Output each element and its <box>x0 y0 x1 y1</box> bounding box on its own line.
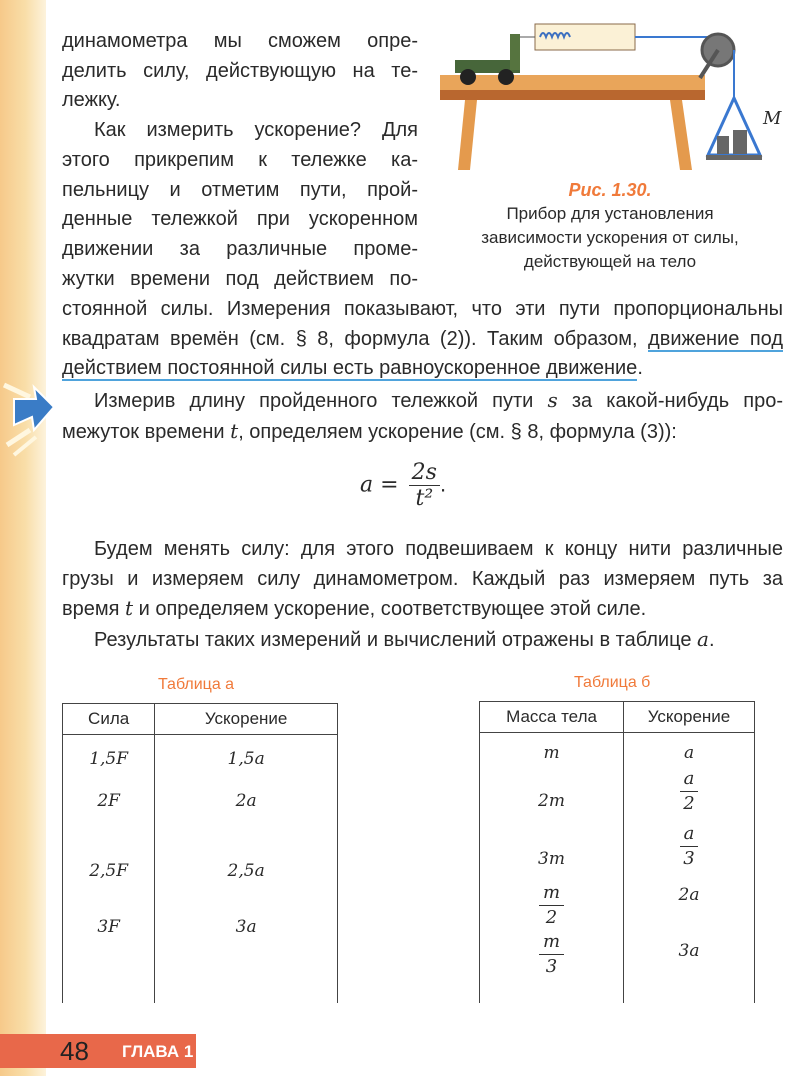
text-line: этого прикрепим к тележке ка- <box>62 148 418 171</box>
column-header: Ускорение <box>624 702 755 733</box>
intro-paragraph <box>62 27 418 294</box>
acceleration-formula <box>360 460 446 511</box>
punctuation: . <box>637 357 643 380</box>
text: Результаты таких измерений и вычислений отражены в таблице <box>94 629 698 652</box>
denominator: 3 <box>683 848 695 869</box>
formula-fraction <box>409 460 440 511</box>
table-cell: 2a <box>678 885 700 905</box>
caption-line: зависимости ускорения от силы, <box>481 228 739 247</box>
table-cell: 2F <box>97 791 120 811</box>
table-cell-fraction <box>539 930 564 979</box>
figure-apparatus <box>440 20 790 170</box>
text-line: пельницу и отметим пути, прой- <box>62 178 418 201</box>
text: и определяем ускорение, соответствующее этой силе. <box>133 598 647 621</box>
table-cell-fraction <box>539 881 564 930</box>
highlighted-text: действием постоянной силы есть равноускоренное движение <box>62 357 638 380</box>
table-a-caption: Таблица а <box>158 676 235 693</box>
table-cell: 2m <box>538 791 565 811</box>
column-header: Ускорение <box>155 704 338 735</box>
denominator: t² <box>415 486 434 511</box>
text-line: динамометра мы сможем опре- <box>62 30 418 52</box>
table-cell: 2a <box>235 791 257 811</box>
denominator: 2 <box>545 907 558 928</box>
text-line: денные тележкой при ускоренном <box>62 208 418 231</box>
math-var: t <box>230 418 239 443</box>
numerator: a <box>680 767 699 792</box>
table-cell-fraction <box>680 822 699 871</box>
table-cell: 3m <box>538 849 565 869</box>
text-line: движении за различные проме- <box>62 237 418 260</box>
change-paragraph <box>62 535 783 656</box>
table-cell: 1,5F <box>89 749 129 769</box>
main-paragraph <box>62 295 783 384</box>
measure-paragraph <box>62 386 783 447</box>
table-a <box>62 703 338 1003</box>
text-line: Как измерить ускорение? Для <box>94 119 418 142</box>
text: за какой-нибудь про- <box>557 390 783 412</box>
table-b <box>479 701 755 1003</box>
denominator: 3 <box>545 956 558 977</box>
text: межуток времени <box>62 420 231 443</box>
table-cell: 3a <box>678 941 700 961</box>
arrow-marker-icon <box>2 375 57 460</box>
text-line: грузы и измеряем силу динамометром. Каждый раз измеряем путь за <box>62 567 783 590</box>
table-cell: m <box>543 743 560 763</box>
table-cell: 1,5a <box>227 749 265 769</box>
punctuation: . <box>439 471 447 497</box>
highlighted-text: движение под <box>648 327 783 350</box>
acceleration-column <box>624 733 755 1003</box>
table-b-caption: Таблица б <box>574 674 651 691</box>
text: Измерив длину пройденного тележкой пути <box>94 390 548 412</box>
text-line: квадратам времён (см. § 8, формула (2)). Таким образом, <box>62 327 649 350</box>
table-cell-fraction <box>680 767 699 816</box>
column-header: Сила <box>63 704 155 735</box>
mass-label: M <box>763 108 782 129</box>
table-cell: 3a <box>235 917 257 937</box>
mass-column <box>480 733 624 1003</box>
table-cell: 2,5a <box>227 861 265 881</box>
page-margin-strip <box>0 0 46 1076</box>
numerator: a <box>680 822 699 847</box>
text-line: Будем менять силу: для этого подвешиваем к концу нити различные <box>94 538 783 560</box>
table-cell: 3F <box>97 917 120 937</box>
chapter-label: ГЛАВА 1 <box>122 1042 194 1061</box>
figure-title: Рис. 1.30. <box>568 180 652 200</box>
numerator: 2s <box>409 460 440 486</box>
numerator: m <box>539 881 564 906</box>
formula-lhs: a = <box>360 472 399 498</box>
text: время <box>62 598 126 621</box>
punctuation: . <box>708 629 715 652</box>
force-column <box>63 735 155 1003</box>
figure-caption <box>440 178 780 274</box>
text-line: жутки времени под действием по- <box>62 267 418 290</box>
math-var: s <box>547 388 558 412</box>
numerator: m <box>539 930 564 955</box>
table-ref: а <box>697 627 709 652</box>
table-cell: 2,5F <box>89 861 129 881</box>
text-line: лежку. <box>62 89 121 112</box>
acceleration-column <box>155 735 338 1003</box>
page-number: 48 <box>60 1036 89 1066</box>
text-line: делить силу, действующую на те- <box>62 59 418 82</box>
text: , определяем ускорение (см. § 8, формула (3)): <box>238 420 677 443</box>
caption-line: Прибор для установления <box>506 204 714 223</box>
column-header: Масса тела <box>480 702 624 733</box>
math-var: t <box>125 596 134 621</box>
text-line: стоянной силы. Измерения показывают, что эти пути пропорциональны <box>62 298 783 320</box>
table-cell: a <box>683 743 695 763</box>
denominator: 2 <box>683 793 695 814</box>
caption-line: действующей на тело <box>523 252 697 271</box>
